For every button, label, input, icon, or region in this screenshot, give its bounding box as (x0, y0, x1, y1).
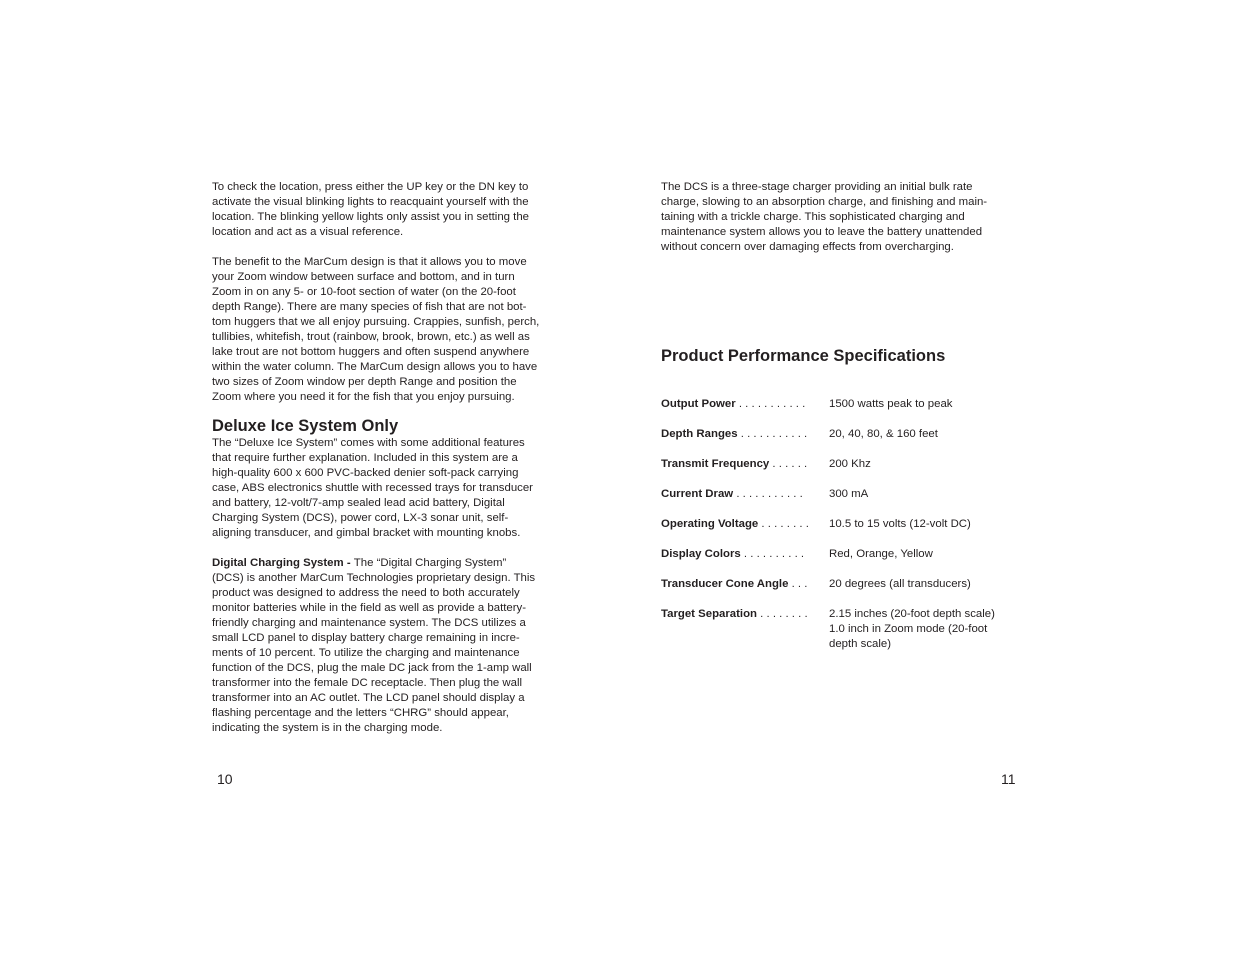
dcs-charger-paragraph (661, 180, 1023, 255)
text-line: activate the visual blinking lights to reacquaint yourself with the (212, 196, 529, 208)
text-line: product was designed to address the need to both accurately (212, 587, 520, 599)
right-page-column (661, 180, 1023, 255)
spec-section-title: Product Performance Specifications (661, 347, 946, 365)
digital-charging-system-paragraph (212, 556, 574, 736)
spec-value: 1500 watts peak to peak (829, 398, 953, 410)
spec-dot-leader: . . . . . . . . . . . (737, 428, 808, 440)
text-line: aligning transducer, and gimbal bracket with mounting knobs. (212, 527, 521, 539)
text-line: monitor batteries while in the field as well as provide a battery- (212, 602, 527, 614)
spec-dot-leader: . . . . . . . . . . . (735, 398, 806, 410)
text-line: and battery, 12-volt/7-amp sealed lead acid battery, Digital (212, 497, 505, 509)
spec-row (661, 517, 971, 532)
spec-label: Operating Voltage (661, 518, 759, 530)
spec-row (661, 577, 971, 592)
page-number-right: 11 (1001, 771, 1016, 787)
text-line: transformer into the female DC receptacle. Then plug the wall (212, 677, 523, 689)
text-line: taining with a trickle charge. This sophisticated charging and (661, 211, 965, 223)
spec-value-continued: 1.0 inch in Zoom mode (20-foot (829, 623, 988, 635)
text-line: The “Deluxe Ice System” comes with some additional features (212, 437, 525, 449)
spec-row (661, 547, 933, 562)
text-line: flashing percentage and the letters “CHRG” should appear, (212, 707, 509, 719)
text-line: within the water column. The MarCum design allows you to have (212, 361, 538, 373)
location-paragraph (212, 180, 574, 240)
spec-label: Target Separation (661, 608, 757, 620)
text-line: case, ABS electronics shuttle with recessed trays for transducer (212, 482, 533, 494)
spec-value: 20 degrees (all transducers) (829, 578, 971, 590)
text-line: location and act as a visual reference. (212, 226, 404, 238)
spec-dot-leader: . . . . . . . . (758, 518, 809, 530)
spec-label: Transmit Frequency (661, 458, 770, 470)
text-line: tom huggers that we all enjoy pursuing. Crappies, sunfish, perch, (212, 316, 540, 328)
text-line: indicating the system is in the charging mode. (212, 722, 443, 734)
left-page-column (212, 180, 574, 736)
text-line: transformer into an AC outlet. The LCD panel should display a (212, 692, 525, 704)
spec-row (661, 457, 871, 472)
text-line: that require further explanation. Included in this system are a (212, 452, 518, 464)
text-line (212, 556, 574, 571)
spec-label: Output Power (661, 398, 736, 410)
digital-charging-system-lead: Digital Charging System - (212, 557, 354, 569)
spec-value: 200 Khz (829, 458, 871, 470)
text-line: your Zoom window between surface and bottom, and in turn (212, 271, 515, 283)
zoom-benefit-paragraph (212, 255, 574, 405)
text-line: To check the location, press either the UP key or the DN key to (212, 181, 529, 193)
text-line: The DCS is a three-stage charger providing an initial bulk rate (661, 181, 973, 193)
text-line: (DCS) is another MarCum Technologies proprietary design. This (212, 572, 536, 584)
spec-value: 20, 40, 80, & 160 feet (829, 428, 938, 440)
text-line: small LCD panel to display battery charge remaining in incre- (212, 632, 520, 644)
text-span: The “Digital Charging System” (353, 557, 507, 569)
spec-value: 10.5 to 15 volts (12-volt DC) (829, 518, 971, 530)
spec-value: Red, Orange, Yellow (829, 548, 933, 560)
text-line: function of the DCS, plug the male DC jack from the 1-amp wall (212, 662, 532, 674)
text-line: ments of 10 percent. To utilize the charging and maintenance (212, 647, 520, 659)
spec-row (661, 607, 995, 650)
spec-dot-leader: . . . . . . . . . . (740, 548, 805, 560)
spec-row (661, 427, 938, 442)
text-line: lake trout are not bottom huggers and often suspend anywhere (212, 346, 530, 358)
text-line: Charging System (DCS), power cord, LX-3 sonar unit, self- (212, 512, 509, 524)
spec-dot-leader: . . . . . . . . . . . (733, 488, 803, 500)
spec-label: Display Colors (661, 548, 741, 560)
page-number-left: 10 (217, 771, 233, 787)
text-line: The benefit to the MarCum design is that it allows you to move (212, 256, 527, 268)
spec-value: 300 mA (829, 488, 869, 500)
spec-value: 2.15 inches (20-foot depth scale) (829, 608, 995, 620)
spec-label: Depth Ranges (661, 428, 738, 440)
text-line: high-quality 600 x 600 PVC-backed denier soft-pack carrying (212, 467, 519, 479)
text-line: two sizes of Zoom window per depth Range and position the (212, 376, 517, 388)
text-line: depth Range). There are many species of fish that are not bot- (212, 301, 527, 313)
spec-dot-leader: . . . . . . (769, 458, 808, 470)
text-line: friendly charging and maintenance system. The DCS utilizes a (212, 617, 526, 629)
spec-dot-leader: . . . . . . . . (757, 608, 808, 620)
deluxe-ice-system-paragraph (212, 436, 574, 541)
spec-value-continued: depth scale) (829, 638, 892, 650)
text-line: maintenance system allows you to leave the battery unattended (661, 226, 983, 238)
deluxe-ice-system-heading: Deluxe Ice System Only (212, 417, 399, 435)
text-line: without concern over damaging effects from overcharging. (661, 241, 954, 253)
text-line: Zoom in on any 5- or 10-foot section of water (on the 20-foot (212, 286, 516, 298)
text-line: tullibies, whitefish, trout (rainbow, brook, brown, etc.) as well as (212, 331, 530, 343)
text-line: Zoom where you need it for the fish that you enjoy pursuing. (212, 391, 515, 403)
spec-label: Current Draw (661, 488, 734, 500)
spec-dot-leader: . . . (788, 578, 808, 590)
spec-row (661, 487, 869, 502)
spec-label: Transducer Cone Angle (661, 578, 789, 590)
spec-row (661, 397, 953, 412)
text-line: location. The blinking yellow lights only assist you in setting the (212, 211, 530, 223)
text-line: charge, slowing to an absorption charge, and finishing and main- (661, 196, 988, 208)
